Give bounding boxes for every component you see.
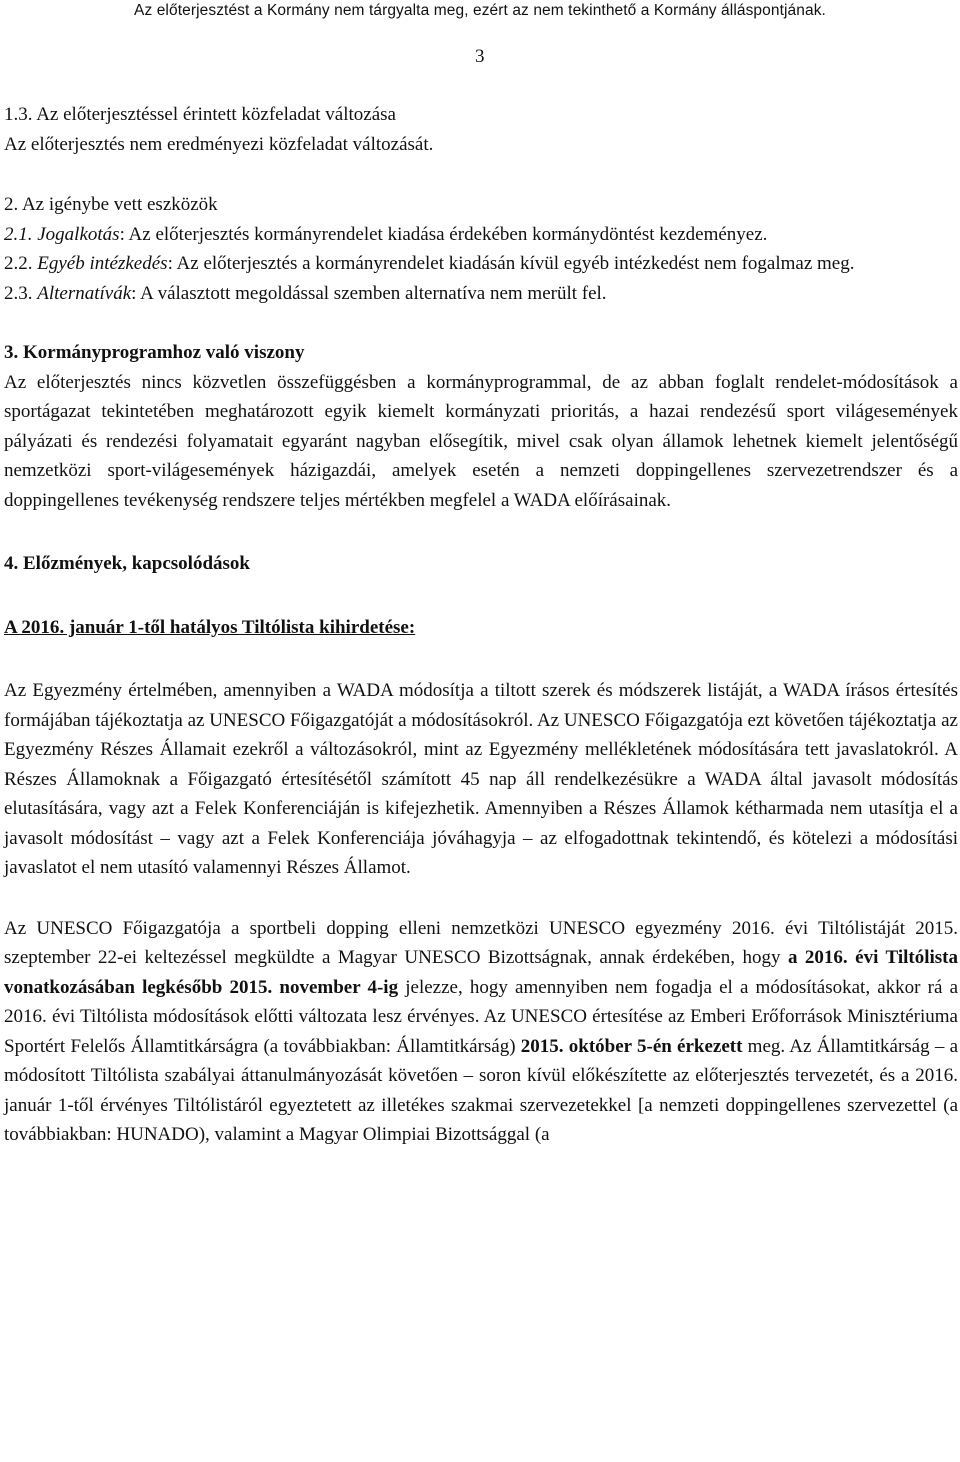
- section-1-3-text: Az előterjesztés nem eredményezi közfeladat változását.: [4, 133, 434, 155]
- section-4-subtitle: [4, 613, 958, 643]
- para2-text-e: meg. Az Államtitkárság – a módosított Tiltólista szabályai áttanulmányozását követően – soron kívül előkészítette az előterjesztés tervezetét, és a 2016. január 1-től érvényes Tiltólistáról egyeztetett az illetékes szakmai szervezetekkel [a nemzeti doppingellenes szervezettel (a továbbiakban: HUNADO), valamint a Magyar Olimpiai Bizottsággal (a: [4, 1035, 958, 1145]
- para2-bold-deadline: a 2016. évi Tiltólista vonatkozásában legkésőbb 2015. november 4-ig: [4, 947, 958, 998]
- item-2-3-number: 2.3.: [4, 282, 38, 304]
- item-2-2: [4, 249, 958, 279]
- section-3-text: Az előterjesztés nincs közvetlen összefüggésben a kormányprogrammal, de az abban foglalt rendelet-módosítások a sportágazat tekintetében meghatározott egyik kiemelt kormányzati prioritás, a hazai rendezésű sport világesemények pályázati és rendezési folyamatait egyaránt nagyban elősegítik, mivel csak olyan államok lehetnek kiemelt jelentőségű nemzetközi sport-világesemények házigazdái, amelyek esetén a nemzeti doppingellenes szervezetrendszer és a doppingellenes tevékenység rendszere teljes mértékben megfelel a WADA előírásainak.: [4, 371, 958, 511]
- item-2-3-label: Alternatívák: [37, 282, 132, 304]
- page-number: 3: [475, 46, 485, 67]
- item-2-3: [4, 279, 958, 309]
- section-3-title: 3. Kormányprogramhoz való viszony: [4, 342, 305, 363]
- section-1-3-title: 1.3. Az előterjesztéssel érintett közfeladat változása: [4, 104, 396, 125]
- item-2-1-text: : Az előterjesztés kormányrendelet kiadása érdekében kormánydöntést kezdeményez.: [119, 223, 768, 245]
- document-header-notice: Az előterjesztést a Kormány nem tárgyalta meg, ezért az nem tekinthető a Kormány álláspontjának.: [134, 2, 826, 19]
- item-2-3-text: : A választott megoldással szemben alternatíva nem merült fel.: [131, 282, 607, 304]
- para2-text-c: jelezze, hogy amennyiben nem fogadja el a módosításokat, akkor rá a 2016. évi Tiltólista módosítások előtti változata lesz érvényes. Az UNESCO értesítése az Emberi Erőforrások Minisztériuma Sportért Felelős Államtitkárságra (a továbbiakban: Államtitkárság): [4, 976, 959, 1057]
- subtitle-part1: A 2016: [4, 616, 60, 638]
- para2-bold-arrival: 2015. október 5-én érkezett: [520, 1035, 743, 1057]
- paragraph-egyezmeny: Az Egyezmény értelmében, amennyiben a WADA módosítja a tiltott szerek és módszerek listáját, a WADA írásos értesítés formájában tájékoztatja az UNESCO Főigazgatóját a módosításokról. Az UNESCO Főigazgatója ezt követően tájékoztatja az Egyezmény Részes Államait ezekről a változásokról, mint az Egyezmény mellékletének módosítására tett javaslatokról. A Részes Államoknak a Főigazgató értesítésétől számított 45 nap áll rendelkezésükre a WADA által javasolt módosítás elutasítására, vagy azt a Felek Konferenciáján is kifejezhetik. Amennyiben a Részes Államok kétharmada nem utasítja el a javasolt módosítást – vagy azt a Felek Konferenciája jóváhagyja – az elfogadottnak tekintendő, és kötelezi a módosítási javaslatot el nem utasító valamennyi Részes Államot.: [4, 680, 958, 878]
- item-2-2-number: 2.2.: [4, 253, 38, 274]
- subtitle-part2: . január 1-től hatályos Tiltólista kihirdetése:: [59, 616, 416, 638]
- document-body: [4, 100, 958, 1150]
- section-2-title: 2. Az igénybe vett eszközök: [4, 194, 218, 215]
- item-2-2-text: : Az előterjesztés a kormányrendelet kiadásán kívül egyéb intézkedést nem fogalmaz meg.: [167, 253, 855, 274]
- paragraph-unesco: [4, 914, 958, 1150]
- para2-text-a: Az UNESCO Főigazgatója a sportbeli dopping elleni nemzetközi UNESCO egyezmény 2016. évi Tiltólistáját 2015. szeptember 22-ei keltezéssel megküldte a Magyar UNESCO Bizottságnak, annak érdekében, hogy: [4, 917, 958, 968]
- item-2-1: [4, 220, 958, 250]
- item-2-1-label: 2.1. Jogalkotás: [4, 223, 120, 245]
- section-4-title: 4. Előzmények, kapcsolódások: [4, 553, 250, 574]
- item-2-2-label: Egyéb intézkedés: [37, 253, 168, 274]
